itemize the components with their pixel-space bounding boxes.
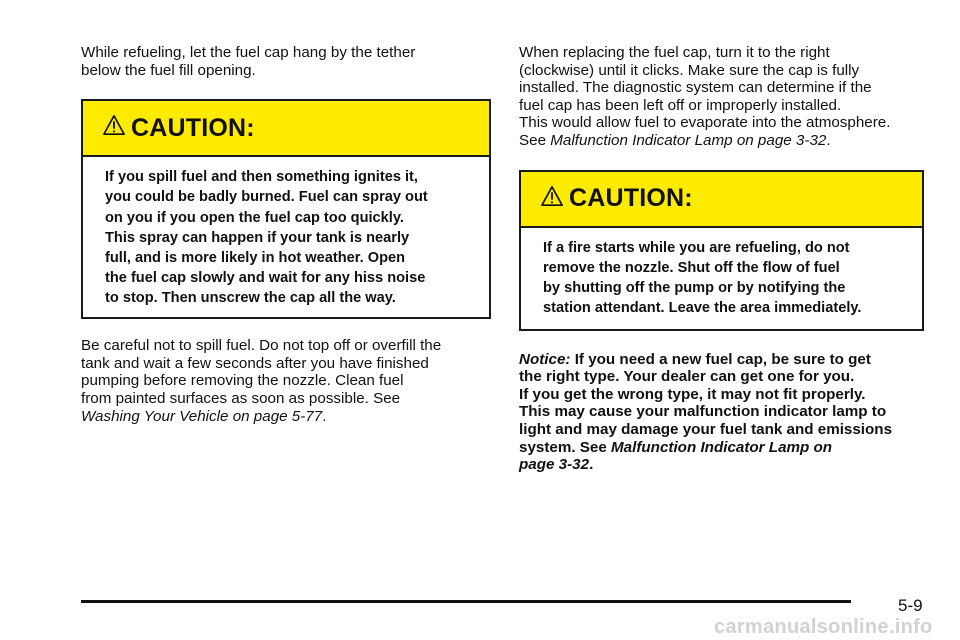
spill-paragraph: Be careful not to spill fuel. Do not top off or overfill the tank and wait a few seconds after you have finished pumping before removing the nozzle. Clean fuel from painted surfaces as soon as possible. See Washing Your Vehicle on page 5-77. <box>81 337 442 425</box>
warning-triangle-icon <box>541 185 563 207</box>
cross-reference-link[interactable]: Malfunction Indicator Lamp on page 3-32 <box>550 131 827 149</box>
replacing-cap-paragraph: When replacing the fuel cap, turn it to the right (clockwise) until it clicks. Make sure the cap is fully installed. The diagnostic system can determine if the fuel cap has been left off or improperly installed. This would allow fuel to evaporate into the atmosphere. See Malfunction Indicator Lamp on page 3-32. <box>519 44 891 149</box>
caution-body: If a fire starts while you are refueling, do not remove the nozzle. Shut off the flow of fuel by shutting off the pump or by notifying the station attendant. Leave the area immediately. <box>543 239 862 317</box>
caution-title: CAUTION: <box>569 184 693 213</box>
caution-header <box>83 101 489 157</box>
caution-header <box>521 172 922 228</box>
cross-reference-link[interactable]: Malfunction Indicator Lamp on <box>611 438 833 456</box>
caution-box-fire <box>519 170 924 331</box>
left-column <box>81 44 491 425</box>
page-number: 5-9 <box>898 596 923 615</box>
footer-rule <box>81 600 851 603</box>
warning-triangle-icon <box>103 114 125 136</box>
notice-label: Notice: <box>519 350 571 368</box>
caution-body: If you spill fuel and then something ignites it, you could be badly burned. Fuel can spray out on you if you open the fuel cap too quickly. This spray can happen if your tank is nearly full, and is more likely in hot weather. Open the fuel cap slowly and wait for any hiss noise to stop. Then unscrew the cap all the way. <box>105 169 428 307</box>
cross-reference-link[interactable]: Washing Your Vehicle on page 5-77 <box>81 407 323 425</box>
intro-paragraph: While refueling, let the fuel cap hang by the tether below the fuel fill opening. <box>81 44 416 79</box>
caution-title: CAUTION: <box>131 113 255 142</box>
notice-paragraph: Notice: If you need a new fuel cap, be sure to get the right type. Your dealer can get one for you. If you get the wrong type, it may not fit properly. This may cause your malfunction indicator lamp to light and may damage your fuel tank and emissions system. See Malfunction Indicator Lamp on page 3-32. <box>519 350 893 474</box>
right-column <box>519 44 924 474</box>
caution-box-fuel-spill <box>81 99 491 319</box>
cross-reference-link[interactable]: page 3-32 <box>519 456 590 474</box>
watermark: carmanualsonline.info <box>714 616 933 638</box>
